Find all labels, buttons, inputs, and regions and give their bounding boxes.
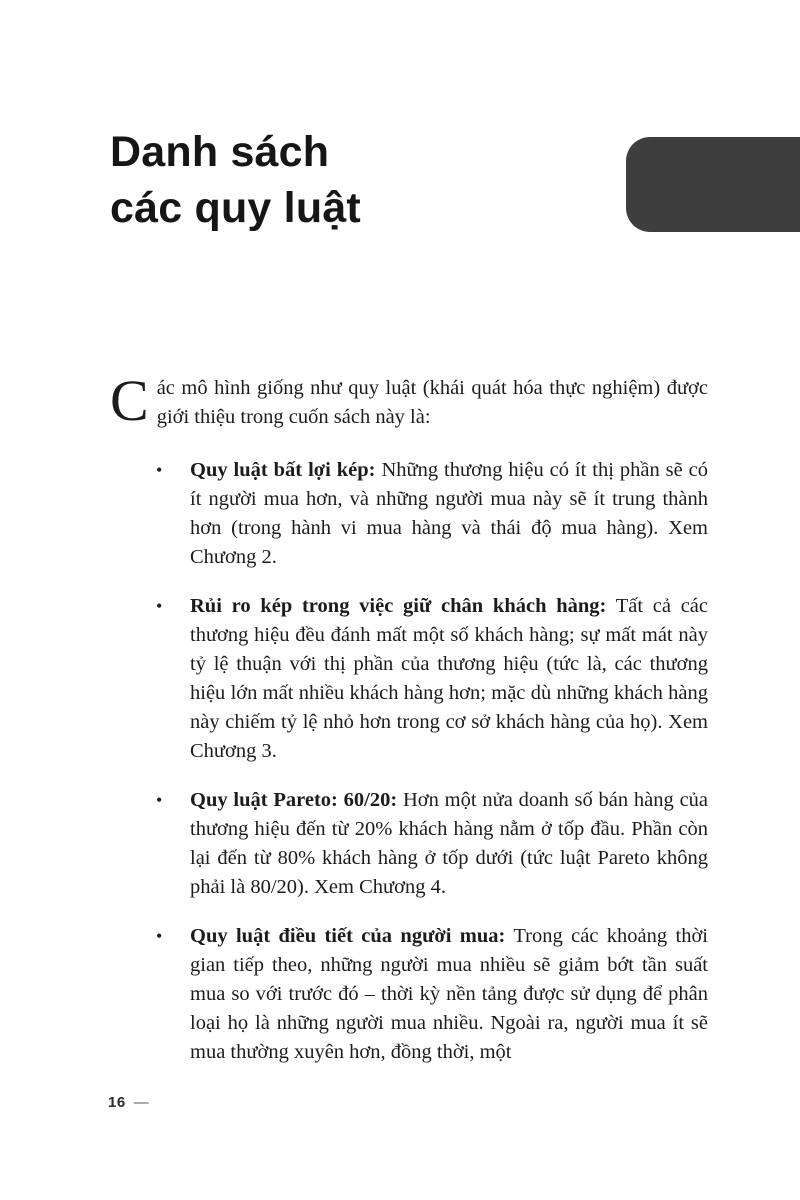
chapter-title-line-1: Danh sách [110,128,330,176]
intro-text: ác mô hình giống như quy luật (khái quát hóa thực nghiệm) được giới thiệu trong cuốn sách này là: [156,377,708,428]
page-footer [108,1094,149,1111]
chapter-title-line-2: các quy luật [110,184,361,232]
chapter-title [110,124,361,236]
bullet-icon: • [156,596,163,616]
law-item-3-body: Hơn một nửa doanh số bán hàng của thương hiệu đến từ 20% khách hàng nằm ở tốp đầu. Phần còn lại đến từ 80% khách hàng ở tốp dưới (tức luật Pareto không phải là 80/20). Xem Chương 4. [190,789,709,898]
page-number: 16 [108,1094,126,1111]
bullet-icon: • [156,926,163,946]
law-item-4-body: Trong các khoảng thời gian tiếp theo, những người mua nhiều sẽ giảm bớt tần suất mua so với trước đó – thời kỳ nền tảng được sử dụng để phân loại họ là những người mua nhiều. Ngoài ra, người mua ít sẽ mua thường xuyên hơn, đồng thời, một [190,925,708,1063]
law-item-1 [110,456,708,572]
law-item-4-lead: Quy luật điều tiết của người mua: [190,925,506,947]
law-item-1-lead: Quy luật bất lợi kép: [190,459,376,481]
intro-paragraph [110,368,708,433]
law-item-2-lead: Rủi ro kép trong việc giữ chân khách hàng: [190,595,607,617]
bullet-icon: • [156,460,163,480]
chapter-corner-tab [626,137,800,232]
law-item-2 [110,592,708,766]
law-item-4 [110,922,708,1067]
page-body [110,368,709,1067]
law-item-2-body: Tất cả các thương hiệu đều đánh mất một số khách hàng; sự mất mát này tỷ lệ thuận với thị phần của thương hiệu (tức là, các thương hiệu lớn mất nhiều khách hàng hơn; mặc dù những khách hàng này chiếm tỷ lệ nhỏ hơn trong cơ sở khách hàng của họ). Xem Chương 3. [190,595,708,762]
law-list [110,456,708,1067]
law-item-3-lead: Quy luật Pareto: 60/20: [190,789,398,811]
bullet-icon: • [156,790,163,810]
law-item-3 [110,786,708,902]
law-item-1-body: Những thương hiệu có ít thị phần sẽ có ít người mua hơn, và những người mua này sẽ ít trung thành hơn (trong hành vi mua hàng và thái độ mua hàng). Xem Chương 2. [190,459,709,568]
page-number-dash: — [133,1094,150,1111]
drop-cap: C [110,368,149,433]
